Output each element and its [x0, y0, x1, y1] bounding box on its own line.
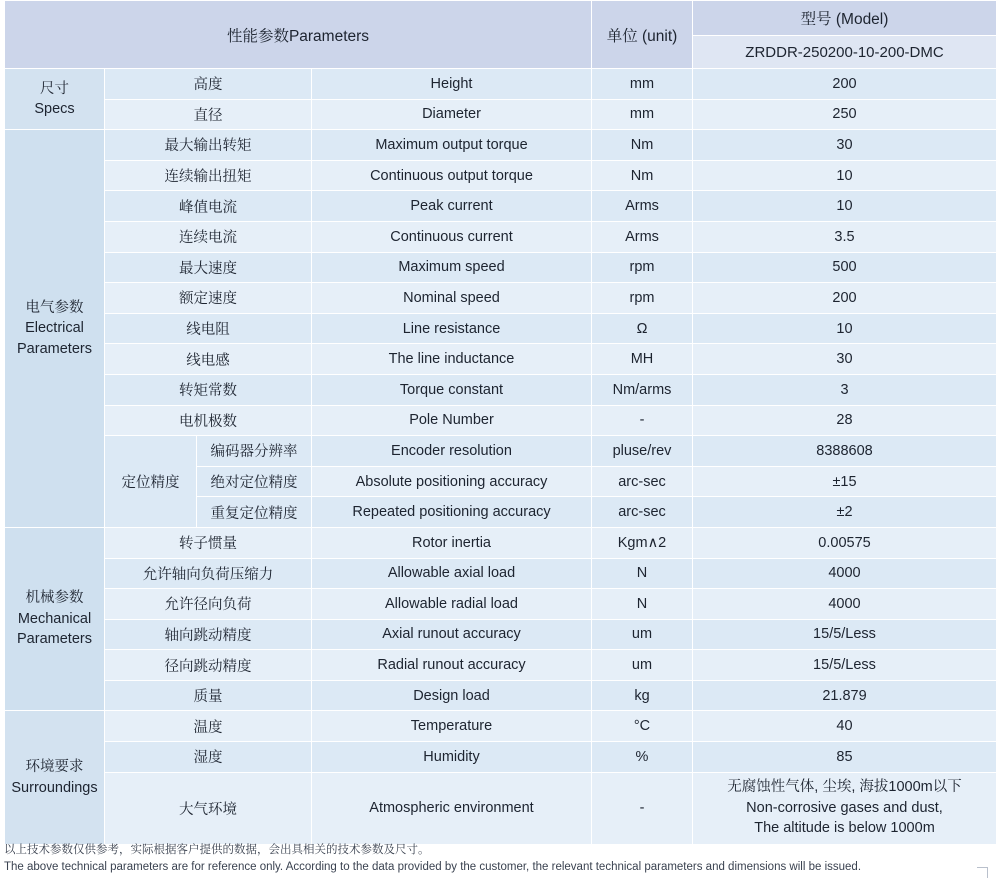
row-value: 30: [693, 344, 997, 375]
row-en-name: Pole Number: [312, 405, 592, 436]
row-value: 无腐蚀性气体, 尘埃, 海拔1000m以下 Non-corrosive gases and dust, The altitude is below 1000m: [693, 772, 997, 844]
header-unit: 单位 (unit): [592, 1, 693, 69]
row-unit: Nm: [592, 160, 693, 191]
row-value: 4000: [693, 589, 997, 620]
row-cn-name: 最大速度: [105, 252, 312, 283]
footnote-cn: 以上技术参数仅供参考，实际根据客户提供的数据，会出具相关的技术参数及尺寸。: [4, 843, 430, 856]
row-value: 8388608: [693, 436, 997, 467]
row-unit: Ω: [592, 313, 693, 344]
row-value: 3.5: [693, 221, 997, 252]
table-row: [5, 191, 997, 222]
specification-table: [4, 0, 997, 845]
row-value: 15/5/Less: [693, 619, 997, 650]
row-value: 4000: [693, 558, 997, 589]
row-unit: mm: [592, 69, 693, 100]
row-unit: Arms: [592, 221, 693, 252]
row-cn-name: 高度: [105, 69, 312, 100]
row-en-name: Maximum speed: [312, 252, 592, 283]
row-cn-name: 峰值电流: [105, 191, 312, 222]
row-cn-name: 允许径向负荷: [105, 589, 312, 620]
table-row: [5, 69, 997, 100]
row-cn-name: 额定速度: [105, 283, 312, 314]
header-parameters: 性能参数Parameters: [5, 1, 592, 69]
row-unit: Nm: [592, 130, 693, 161]
row-value: 200: [693, 69, 997, 100]
table-row: [5, 589, 997, 620]
row-en-name: Peak current: [312, 191, 592, 222]
table-row: [5, 313, 997, 344]
row-value: 40: [693, 711, 997, 742]
row-unit: um: [592, 650, 693, 681]
table-row: [5, 650, 997, 681]
row-unit: arc-sec: [592, 497, 693, 528]
table-row: [5, 99, 997, 130]
row-value: 3: [693, 374, 997, 405]
row-unit: rpm: [592, 283, 693, 314]
row-cn-name: 重复定位精度: [197, 497, 312, 528]
row-value: ±15: [693, 466, 997, 497]
row-unit: arc-sec: [592, 466, 693, 497]
row-unit: Kgm∧2: [592, 527, 693, 558]
row-en-name: Atmospheric environment: [312, 772, 592, 844]
row-en-name: Height: [312, 69, 592, 100]
row-cn-name: 编码器分辨率: [197, 436, 312, 467]
group-label-electrical: 电气参数 Electrical Parameters: [5, 130, 105, 528]
row-value: 15/5/Less: [693, 650, 997, 681]
table-row: [5, 344, 997, 375]
row-unit: MH: [592, 344, 693, 375]
table-row: [5, 221, 997, 252]
row-cn-name: 最大输出转矩: [105, 130, 312, 161]
row-unit: °C: [592, 711, 693, 742]
row-en-name: Axial runout accuracy: [312, 619, 592, 650]
row-en-name: Humidity: [312, 742, 592, 773]
row-cn-name: 允许轴向负荷压缩力: [105, 558, 312, 589]
row-cn-name: 线电感: [105, 344, 312, 375]
row-en-name: Design load: [312, 680, 592, 711]
row-cn-name: 电机极数: [105, 405, 312, 436]
row-unit: -: [592, 772, 693, 844]
row-value: 500: [693, 252, 997, 283]
row-cn-name: 大气环境: [105, 772, 312, 844]
row-en-name: Continuous current: [312, 221, 592, 252]
row-value: 10: [693, 191, 997, 222]
table-row: [5, 252, 997, 283]
table-row: [5, 772, 997, 844]
row-value: 85: [693, 742, 997, 773]
row-en-name: Encoder resolution: [312, 436, 592, 467]
table-row: [5, 130, 997, 161]
row-en-name: Diameter: [312, 99, 592, 130]
table-header-row: [5, 1, 997, 36]
row-unit: %: [592, 742, 693, 773]
row-cn-name: 质量: [105, 680, 312, 711]
row-unit: pluse/rev: [592, 436, 693, 467]
table-row: [5, 558, 997, 589]
table-row: [5, 527, 997, 558]
row-cn-name: 转矩常数: [105, 374, 312, 405]
row-en-name: Rotor inertia: [312, 527, 592, 558]
row-unit: -: [592, 405, 693, 436]
row-value: 30: [693, 130, 997, 161]
group-label-specs: 尺寸 Specs: [5, 69, 105, 130]
table-row: [5, 283, 997, 314]
row-value: 10: [693, 313, 997, 344]
row-cn-name: 温度: [105, 711, 312, 742]
row-value: 10: [693, 160, 997, 191]
row-en-name: Torque constant: [312, 374, 592, 405]
page-corner-mark: [977, 867, 988, 878]
row-value: 28: [693, 405, 997, 436]
accuracy-group-label: 定位精度: [105, 436, 197, 528]
row-en-name: Nominal speed: [312, 283, 592, 314]
row-unit: kg: [592, 680, 693, 711]
row-unit: N: [592, 558, 693, 589]
row-cn-name: 连续输出扭矩: [105, 160, 312, 191]
row-en-name: Allowable radial load: [312, 589, 592, 620]
row-en-name: Maximum output torque: [312, 130, 592, 161]
row-cn-name: 直径: [105, 99, 312, 130]
row-en-name: Radial runout accuracy: [312, 650, 592, 681]
row-unit: um: [592, 619, 693, 650]
row-unit: N: [592, 589, 693, 620]
footnote-en: The above technical parameters are for reference only. According to the data provided by the customer, the relevant technical parameters and dimensions will be issued.: [4, 860, 862, 873]
row-cn-name: 轴向跳动精度: [105, 619, 312, 650]
row-value: 21.879: [693, 680, 997, 711]
row-en-name: Repeated positioning accuracy: [312, 497, 592, 528]
row-en-name: Allowable axial load: [312, 558, 592, 589]
table-row: [5, 374, 997, 405]
group-label-environment: 环境要求 Surroundings: [5, 711, 105, 844]
header-model-value: ZRDDR-250200-10-200-DMC: [693, 36, 997, 69]
table-row: [5, 405, 997, 436]
row-cn-name: 线电阻: [105, 313, 312, 344]
row-value: 200: [693, 283, 997, 314]
row-en-name: The line inductance: [312, 344, 592, 375]
row-en-name: Temperature: [312, 711, 592, 742]
row-cn-name: 转子惯量: [105, 527, 312, 558]
footnotes: [4, 842, 990, 877]
row-value: 0.00575: [693, 527, 997, 558]
table-row: [5, 680, 997, 711]
row-cn-name: 径向跳动精度: [105, 650, 312, 681]
row-en-name: Line resistance: [312, 313, 592, 344]
row-value: 250: [693, 99, 997, 130]
row-unit: Nm/arms: [592, 374, 693, 405]
row-value: ±2: [693, 497, 997, 528]
row-cn-name: 绝对定位精度: [197, 466, 312, 497]
row-cn-name: 湿度: [105, 742, 312, 773]
table-row: [5, 619, 997, 650]
row-unit: rpm: [592, 252, 693, 283]
row-cn-name: 连续电流: [105, 221, 312, 252]
table-row: [5, 742, 997, 773]
table-row: [5, 436, 997, 467]
row-unit: Arms: [592, 191, 693, 222]
row-unit: mm: [592, 99, 693, 130]
row-en-name: Continuous output torque: [312, 160, 592, 191]
table-row: [5, 711, 997, 742]
table-row: [5, 160, 997, 191]
row-en-name: Absolute positioning accuracy: [312, 466, 592, 497]
header-model-title: 型号 (Model): [693, 1, 997, 36]
group-label-mechanical: 机械参数 Mechanical Parameters: [5, 527, 105, 711]
